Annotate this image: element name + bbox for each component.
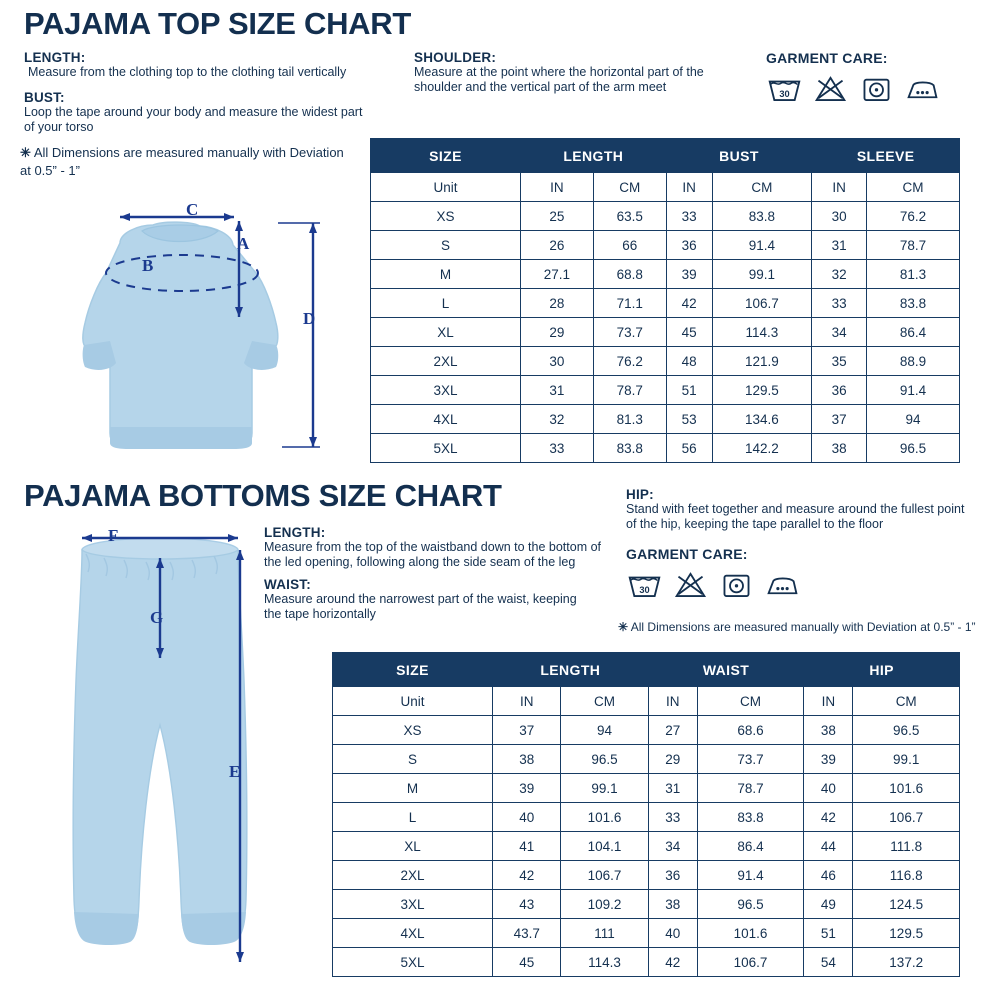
table-row xyxy=(371,231,960,260)
top-row-7-v4: 37 xyxy=(812,405,867,434)
top-garment-care xyxy=(766,50,941,103)
top-table-body xyxy=(371,173,960,463)
top-shoulder-body: Measure at the point where the horizontal part of the shoulder and the vertical part of the arm meet xyxy=(414,65,704,94)
top-row-3-v4: 33 xyxy=(812,289,867,318)
bottom-row-7-v5: 129.5 xyxy=(853,919,960,948)
top-row-0-v1: 63.5 xyxy=(593,202,666,231)
bottom-row-8-v0: 45 xyxy=(493,948,561,977)
top-row-6-v5: 91.4 xyxy=(866,376,959,405)
bottom-th-hip: HIP xyxy=(804,653,960,687)
top-bust-head: BUST: xyxy=(24,90,65,105)
bottom-row-5-v2: 36 xyxy=(648,861,697,890)
table-row xyxy=(333,687,960,716)
table-row xyxy=(371,376,960,405)
top-size-table xyxy=(370,138,960,463)
top-row-4-v3: 114.3 xyxy=(712,318,812,347)
top-th-size: SIZE xyxy=(371,139,521,173)
top-care-icons xyxy=(766,73,941,103)
top-row-8-v1: 83.8 xyxy=(593,434,666,463)
bottom-row-3-v1: 101.6 xyxy=(561,803,648,832)
bottom-row-4-v1: 104.1 xyxy=(561,832,648,861)
table-row xyxy=(333,832,960,861)
bottom-row-3-size: L xyxy=(333,803,493,832)
bottom-row-2-v4: 40 xyxy=(804,774,853,803)
do-not-bleach-icon xyxy=(812,73,849,103)
top-row-4-v5: 86.4 xyxy=(866,318,959,347)
table-row xyxy=(371,347,960,376)
top-row-6-v0: 31 xyxy=(521,376,594,405)
bottom-row-0-v1: 94 xyxy=(561,716,648,745)
bottom-row-6-v1: 109.2 xyxy=(561,890,648,919)
bottom-row-6-v4: 49 xyxy=(804,890,853,919)
bottom-row-8-v1: 114.3 xyxy=(561,948,648,977)
top-row-6-v4: 36 xyxy=(812,376,867,405)
table-row xyxy=(333,803,960,832)
top-row-5-v0: 30 xyxy=(521,347,594,376)
page-title-top: PAJAMA TOP SIZE CHART xyxy=(24,6,411,41)
top-row-0-v3: 83.8 xyxy=(712,202,812,231)
top-row-4-v0: 29 xyxy=(521,318,594,347)
table-row xyxy=(333,774,960,803)
top-row-1-v4: 31 xyxy=(812,231,867,260)
top-row-8-v0: 33 xyxy=(521,434,594,463)
top-row-6-size: 3XL xyxy=(371,376,521,405)
top-row-3-v0: 28 xyxy=(521,289,594,318)
do-not-bleach-icon xyxy=(672,569,709,599)
top-row-5-size: 2XL xyxy=(371,347,521,376)
bottom-row-5-size: 2XL xyxy=(333,861,493,890)
dim-label-C: C xyxy=(186,200,199,219)
top-unit-label: Unit xyxy=(371,173,521,202)
iron-low-icon xyxy=(764,569,801,599)
top-table-head xyxy=(371,139,960,173)
bottom-waist-head: WAIST: xyxy=(264,577,311,592)
bottom-th-waist: WAIST xyxy=(648,653,804,687)
bottom-row-3-v2: 33 xyxy=(648,803,697,832)
top-row-4-v1: 73.7 xyxy=(593,318,666,347)
bottom-row-7-v1: 111 xyxy=(561,919,648,948)
table-row xyxy=(333,948,960,977)
top-shoulder-block xyxy=(414,50,744,95)
top-row-8-v3: 142.2 xyxy=(712,434,812,463)
top-row-5-v1: 76.2 xyxy=(593,347,666,376)
top-row-7-v0: 32 xyxy=(521,405,594,434)
top-row-6-v2: 51 xyxy=(666,376,712,405)
top-row-8-v4: 38 xyxy=(812,434,867,463)
top-unit-5: CM xyxy=(866,173,959,202)
bottom-row-3-v4: 42 xyxy=(804,803,853,832)
bottom-row-0-v0: 37 xyxy=(493,716,561,745)
wash-temp-label: 30 xyxy=(639,585,650,596)
top-row-6-v3: 129.5 xyxy=(712,376,812,405)
wash-temp-label: 30 xyxy=(779,89,790,100)
bottom-row-4-v2: 34 xyxy=(648,832,697,861)
tumble-dry-icon xyxy=(858,73,895,103)
bottom-row-6-v3: 96.5 xyxy=(697,890,804,919)
top-th-sleeve: SLEEVE xyxy=(812,139,960,173)
bottom-row-2-v2: 31 xyxy=(648,774,697,803)
table-row xyxy=(333,745,960,774)
bottom-unit-1: CM xyxy=(561,687,648,716)
bottom-row-2-v3: 78.7 xyxy=(697,774,804,803)
top-row-1-v2: 36 xyxy=(666,231,712,260)
top-row-0-v4: 30 xyxy=(812,202,867,231)
dim-label-B: B xyxy=(142,256,154,275)
bottom-row-1-v4: 39 xyxy=(804,745,853,774)
dim-label-G: G xyxy=(150,608,164,627)
top-row-0-v0: 25 xyxy=(521,202,594,231)
top-row-1-v3: 91.4 xyxy=(712,231,812,260)
top-bust-body: Loop the tape around your body and measure the widest part of your torso xyxy=(24,105,363,134)
top-row-7-v2: 53 xyxy=(666,405,712,434)
bottom-row-6-v5: 124.5 xyxy=(853,890,960,919)
top-length-head: LENGTH: xyxy=(24,50,86,65)
bottom-hip-block xyxy=(626,487,966,532)
bottom-hip-head: HIP: xyxy=(626,487,654,502)
bottom-table-head xyxy=(333,653,960,687)
table-row xyxy=(371,202,960,231)
top-row-0-v2: 33 xyxy=(666,202,712,231)
bottom-waist-body: Measure around the narrowest part of the waist, keeping the tape horizontally xyxy=(264,592,577,621)
bottom-row-2-v1: 99.1 xyxy=(561,774,648,803)
bottom-row-0-v3: 68.6 xyxy=(697,716,804,745)
top-row-5-v5: 88.9 xyxy=(866,347,959,376)
bottom-row-7-v4: 51 xyxy=(804,919,853,948)
bottom-th-length: LENGTH xyxy=(493,653,649,687)
bottom-row-1-v5: 99.1 xyxy=(853,745,960,774)
top-deviation-note-text: All Dimensions are measured manually with Deviation at 0.5” - 1” xyxy=(20,145,344,178)
dim-label-E: E xyxy=(229,762,241,781)
bottom-unit-5: CM xyxy=(853,687,960,716)
bottom-row-5-v5: 116.8 xyxy=(853,861,960,890)
bottom-row-8-v3: 106.7 xyxy=(697,948,804,977)
table-row xyxy=(333,890,960,919)
top-unit-0: IN xyxy=(521,173,594,202)
top-row-4-size: XL xyxy=(371,318,521,347)
bottom-row-4-size: XL xyxy=(333,832,493,861)
bottom-row-7-v2: 40 xyxy=(648,919,697,948)
bottom-row-8-v2: 42 xyxy=(648,948,697,977)
top-row-6-v1: 78.7 xyxy=(593,376,666,405)
table-row xyxy=(371,260,960,289)
bottom-row-5-v1: 106.7 xyxy=(561,861,648,890)
top-row-0-v5: 76.2 xyxy=(866,202,959,231)
top-unit-4: IN xyxy=(812,173,867,202)
bottom-length-body: Measure from the top of the waistband down to the bottom of the led opening, following along the side seam of the leg xyxy=(264,540,601,569)
bottom-unit-label: Unit xyxy=(333,687,493,716)
page-title-bottom: PAJAMA BOTTOMS SIZE CHART xyxy=(24,478,502,513)
bottom-row-6-v2: 38 xyxy=(648,890,697,919)
top-row-1-size: S xyxy=(371,231,521,260)
top-row-4-v2: 45 xyxy=(666,318,712,347)
top-row-5-v3: 121.9 xyxy=(712,347,812,376)
top-row-2-v1: 68.8 xyxy=(593,260,666,289)
bottom-row-4-v4: 44 xyxy=(804,832,853,861)
table-row xyxy=(333,861,960,890)
bottom-row-6-v0: 43 xyxy=(493,890,561,919)
top-row-7-v1: 81.3 xyxy=(593,405,666,434)
bottom-row-7-size: 4XL xyxy=(333,919,493,948)
top-row-2-v5: 81.3 xyxy=(866,260,959,289)
bottom-row-4-v0: 41 xyxy=(493,832,561,861)
top-row-2-size: M xyxy=(371,260,521,289)
top-row-8-v5: 96.5 xyxy=(866,434,959,463)
asterisk-icon: ✳ xyxy=(20,145,31,160)
bottom-unit-4: IN xyxy=(804,687,853,716)
bottom-row-0-v4: 38 xyxy=(804,716,853,745)
bottom-row-5-v4: 46 xyxy=(804,861,853,890)
tumble-dry-icon xyxy=(718,569,755,599)
bottom-size-table xyxy=(332,652,960,977)
bottom-garment-care xyxy=(626,546,801,599)
table-row xyxy=(333,919,960,948)
bottom-unit-0: IN xyxy=(493,687,561,716)
bottom-row-1-size: S xyxy=(333,745,493,774)
bottom-row-8-size: 5XL xyxy=(333,948,493,977)
bottom-care-icons xyxy=(626,569,801,599)
top-row-3-v3: 106.7 xyxy=(712,289,812,318)
top-row-2-v2: 39 xyxy=(666,260,712,289)
top-unit-1: CM xyxy=(593,173,666,202)
bottom-row-8-v4: 54 xyxy=(804,948,853,977)
top-row-1-v1: 66 xyxy=(593,231,666,260)
top-row-3-size: L xyxy=(371,289,521,318)
bottom-row-2-v5: 101.6 xyxy=(853,774,960,803)
top-length-block xyxy=(24,50,404,80)
top-row-1-v0: 26 xyxy=(521,231,594,260)
bottom-row-3-v0: 40 xyxy=(493,803,561,832)
bottom-row-8-v5: 137.2 xyxy=(853,948,960,977)
top-row-0-size: XS xyxy=(371,202,521,231)
pajama-top-illustration xyxy=(20,195,350,470)
top-row-5-v2: 48 xyxy=(666,347,712,376)
bottom-row-0-v5: 96.5 xyxy=(853,716,960,745)
top-length-body: Measure from the clothing top to the clothing tail vertically xyxy=(28,65,347,79)
top-row-8-size: 5XL xyxy=(371,434,521,463)
bottom-length-head: LENGTH: xyxy=(264,525,326,540)
top-row-3-v1: 71.1 xyxy=(593,289,666,318)
top-th-length: LENGTH xyxy=(521,139,667,173)
top-row-7-size: 4XL xyxy=(371,405,521,434)
table-row xyxy=(371,405,960,434)
wash-30-icon xyxy=(626,569,663,599)
top-row-5-v4: 35 xyxy=(812,347,867,376)
top-row-1-v5: 78.7 xyxy=(866,231,959,260)
top-row-3-v5: 83.8 xyxy=(866,289,959,318)
bottom-row-7-v3: 101.6 xyxy=(697,919,804,948)
table-row xyxy=(371,434,960,463)
top-row-7-v5: 94 xyxy=(866,405,959,434)
table-row xyxy=(371,289,960,318)
bottom-row-0-v2: 27 xyxy=(648,716,697,745)
bottom-care-title: GARMENT CARE: xyxy=(626,546,748,562)
top-bust-block xyxy=(24,90,374,135)
bottom-row-6-size: 3XL xyxy=(333,890,493,919)
top-row-2-v4: 32 xyxy=(812,260,867,289)
bottom-unit-2: IN xyxy=(648,687,697,716)
bottom-row-5-v3: 91.4 xyxy=(697,861,804,890)
dim-label-F: F xyxy=(108,526,119,545)
bottom-row-3-v5: 106.7 xyxy=(853,803,960,832)
bottom-row-5-v0: 42 xyxy=(493,861,561,890)
dim-label-D: D xyxy=(303,309,316,328)
top-row-2-v0: 27.1 xyxy=(521,260,594,289)
asterisk-icon: ✳ xyxy=(618,620,629,634)
top-row-3-v2: 42 xyxy=(666,289,712,318)
bottom-th-size: SIZE xyxy=(333,653,493,687)
top-table-header-row xyxy=(371,139,960,173)
bottom-deviation-note xyxy=(618,618,978,636)
bottom-row-7-v0: 43.7 xyxy=(493,919,561,948)
table-row xyxy=(371,318,960,347)
pajama-bottoms-illustration xyxy=(28,520,318,985)
bottom-table-body xyxy=(333,687,960,977)
wash-30-icon xyxy=(766,73,803,103)
top-unit-2: IN xyxy=(666,173,712,202)
bottom-hip-body: Stand with feet together and measure around the fullest point of the hip, keeping the tape parallel to the floor xyxy=(626,502,965,531)
top-care-title: GARMENT CARE: xyxy=(766,50,888,66)
bottom-row-1-v2: 29 xyxy=(648,745,697,774)
bottom-unit-3: CM xyxy=(697,687,804,716)
bottom-row-4-v3: 86.4 xyxy=(697,832,804,861)
top-unit-3: CM xyxy=(712,173,812,202)
bottom-deviation-note-text: All Dimensions are measured manually with Deviation at 0.5” - 1” xyxy=(630,620,976,634)
table-row xyxy=(371,173,960,202)
top-row-2-v3: 99.1 xyxy=(712,260,812,289)
bottom-row-4-v5: 111.8 xyxy=(853,832,960,861)
bottom-row-1-v3: 73.7 xyxy=(697,745,804,774)
top-row-7-v3: 134.6 xyxy=(712,405,812,434)
iron-low-icon xyxy=(904,73,941,103)
bottom-row-1-v1: 96.5 xyxy=(561,745,648,774)
top-row-8-v2: 56 xyxy=(666,434,712,463)
bottom-row-0-size: XS xyxy=(333,716,493,745)
bottom-row-2-v0: 39 xyxy=(493,774,561,803)
dim-label-A: A xyxy=(237,234,250,253)
bottom-row-3-v3: 83.8 xyxy=(697,803,804,832)
top-th-bust: BUST xyxy=(666,139,812,173)
table-row xyxy=(333,716,960,745)
top-row-4-v4: 34 xyxy=(812,318,867,347)
bottom-row-2-size: M xyxy=(333,774,493,803)
top-shoulder-head: SHOULDER: xyxy=(414,50,497,65)
bottom-row-1-v0: 38 xyxy=(493,745,561,774)
bottom-table-header-row xyxy=(333,653,960,687)
top-deviation-note xyxy=(20,144,350,180)
